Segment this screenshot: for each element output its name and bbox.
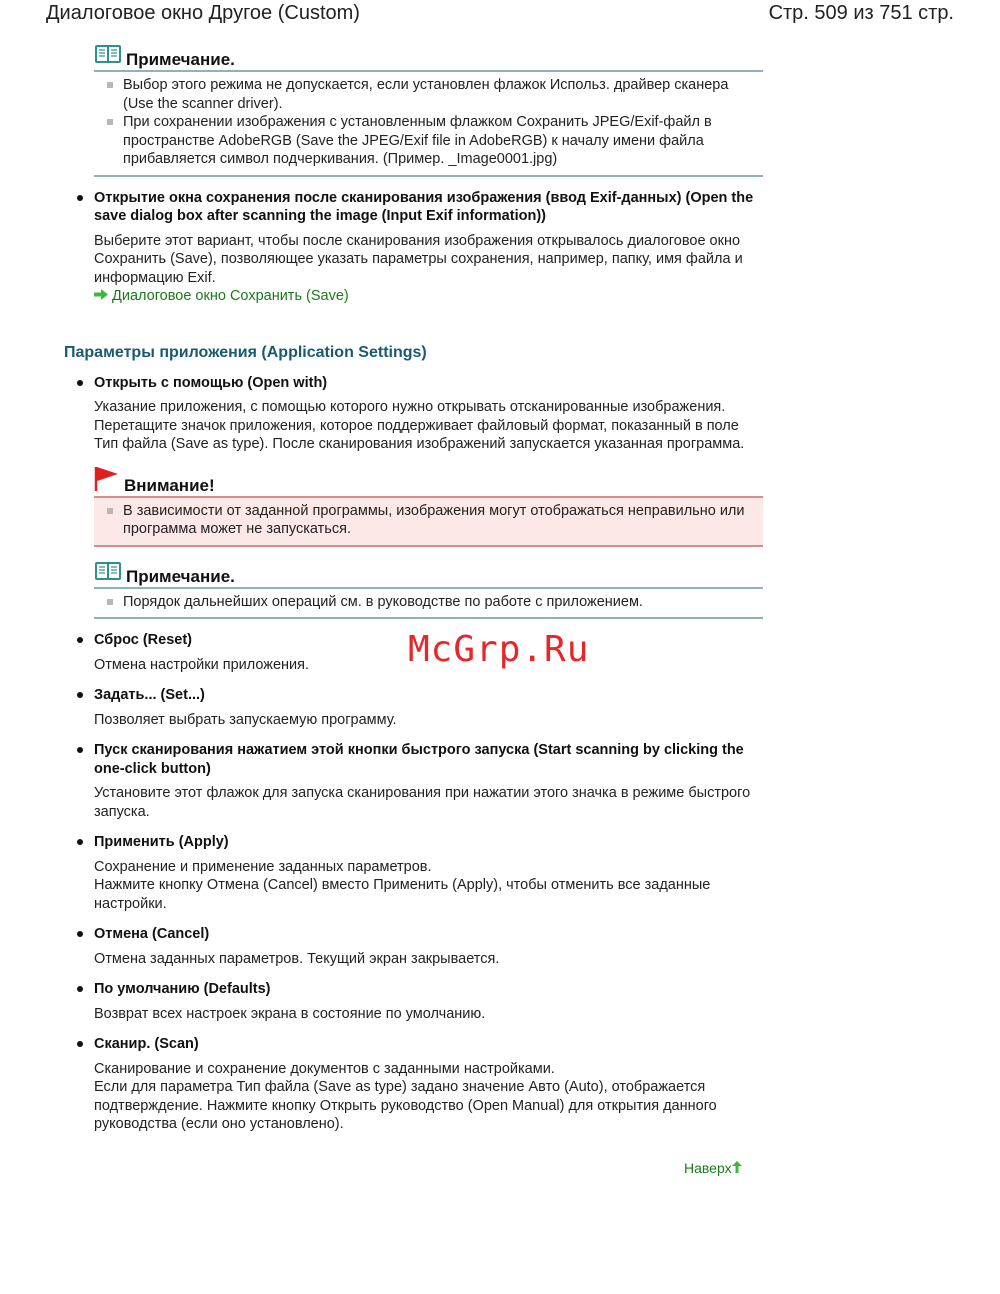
- option-one-click: [64, 741, 764, 821]
- note-title: Примечание.: [126, 566, 235, 586]
- option-desc: Если для параметра Тип файла (Save as type) задано значение Авто (Auto), отображается подтверждение. Нажмите кнопку Открыть руководство (Open Manual) для открытия данного руководства (если оно установлено).: [94, 1079, 717, 1132]
- note-title: Примечание.: [126, 50, 235, 69]
- option-desc: Позволяет выбрать запускаемую программу.: [94, 711, 397, 728]
- note-item: При сохранении изображения с установленным флажком Сохранить JPEG/Exif-файл в пространстве AdobeRGB (Save the JPEG/Exif file in AdobeRGB) к началу имени файла прибавляется символ подчеркивания. (Пример. _Image0001.jpg): [94, 113, 763, 169]
- save-dialog-link-text[interactable]: Диалоговое окно Сохранить (Save): [112, 288, 349, 304]
- back-to-top-link[interactable]: [684, 1160, 742, 1176]
- option-open-save: [64, 189, 764, 306]
- note-box: [94, 42, 763, 177]
- option-title: Задать... (Set...): [64, 686, 764, 705]
- caution-item: В зависимости от заданной программы, изображения могут отображаться неправильно или программа может не запускаться.: [94, 502, 763, 539]
- option-desc: Сохранение и применение заданных параметров.: [94, 858, 432, 875]
- warning-flag-icon: [94, 465, 120, 496]
- option-title: Пуск сканирования нажатием этой кнопки быстрого запуска (Start scanning by clicking the one-click button): [64, 741, 764, 778]
- note-header: [94, 42, 763, 72]
- arrow-right-icon: [94, 288, 112, 304]
- option-desc: Сканирование и сохранение документов с заданными настройками.: [94, 1060, 555, 1077]
- book-icon: [94, 43, 122, 70]
- option-desc: Отмена настройки приложения.: [94, 656, 310, 673]
- save-dialog-link[interactable]: [64, 287, 764, 306]
- caution-body: [94, 498, 763, 547]
- note-header: [94, 559, 763, 589]
- option-desc: Нажмите кнопку Отмена (Cancel) вместо Применить (Apply), чтобы отменить все заданные настройки.: [94, 877, 711, 912]
- option-desc: Указание приложения, с помощью которого нужно открывать отсканированные изображения. Перетащите значок приложения, которое поддерживает файловый формат, показанный в поле Тип файла (Save as type). После сканирования изображений запускается указанная программа.: [94, 399, 745, 452]
- option-open-with: [64, 374, 764, 454]
- option-defaults: [64, 980, 764, 1023]
- option-title: Применить (Apply): [64, 833, 764, 852]
- back-to-top-text[interactable]: Наверх: [684, 1160, 732, 1176]
- caution-title: Внимание!: [124, 475, 215, 495]
- watermark: McGrp.Ru: [408, 629, 590, 670]
- option-title: Отмена (Cancel): [64, 925, 764, 944]
- option-set: [64, 686, 764, 729]
- note-body: [94, 72, 763, 177]
- option-title: Открыть с помощью (Open with): [64, 374, 764, 393]
- option-title: Сброс (Reset): [64, 631, 764, 650]
- arrow-up-icon: [732, 1160, 742, 1176]
- caution-box: [94, 468, 763, 547]
- note-item: Порядок дальнейших операций см. в руководстве по работе с приложением.: [94, 593, 763, 612]
- option-desc: Выберите этот вариант, чтобы после сканирования изображения открывалось диалоговое окно Сохранить (Save), позволяющее указать параметры сохранения, например, папку, имя файла и информацию Exif.: [94, 232, 743, 286]
- option-title: Сканир. (Scan): [64, 1035, 764, 1054]
- option-cancel: [64, 925, 764, 968]
- option-title: Открытие окна сохранения после сканирования изображения (ввод Exif-данных) (Open the save dialog box after scanning the image (Input Exif information)): [64, 189, 764, 226]
- page-title: Диалоговое окно Другое (Custom): [46, 2, 360, 24]
- option-title: По умолчанию (Defaults): [64, 980, 764, 999]
- option-desc: Отмена заданных параметров. Текущий экран закрывается.: [94, 950, 500, 967]
- option-scan: [64, 1035, 764, 1134]
- section-title: Параметры приложения (Application Settings): [64, 343, 427, 361]
- page-header: [46, 0, 954, 30]
- note-body: [94, 589, 763, 620]
- content: [64, 42, 764, 1134]
- note-box: [94, 559, 763, 620]
- page-counter: Стр. 509 из 751 стр.: [768, 2, 954, 24]
- option-desc: Возврат всех настроек экрана в состояние по умолчанию.: [94, 1005, 486, 1022]
- caution-header: [94, 468, 763, 498]
- note-item: Выбор этого режима не допускается, если установлен флажок Использ. драйвер сканера (Use the scanner driver).: [94, 76, 763, 113]
- book-icon: [94, 560, 122, 587]
- option-desc: Установите этот флажок для запуска сканирования при нажатии этого значка в режиме быстрого запуска.: [94, 785, 751, 820]
- option-apply: [64, 833, 764, 913]
